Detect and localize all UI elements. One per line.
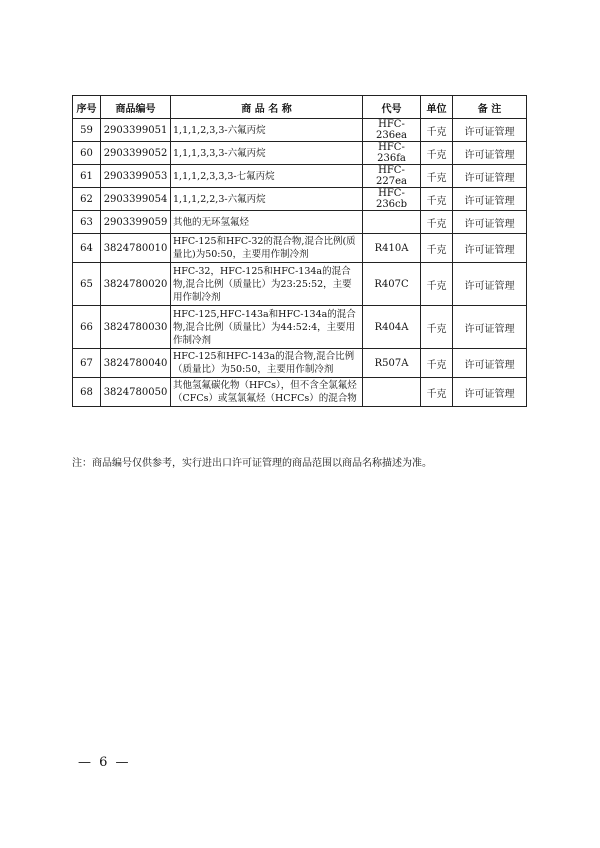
cell-unit: 千克 xyxy=(421,119,453,142)
table-row xyxy=(73,119,527,142)
header-seq: 序号 xyxy=(73,96,101,119)
cell-name: 1,1,1,2,3,3-六氟丙烷 xyxy=(171,119,363,142)
cell-name: 其他氢氟碳化物（HFCs），但不含全氯氟烃（CFCs）或氢氯氟烃（HCFCs）的混合物 xyxy=(171,378,363,407)
table-row xyxy=(73,378,527,407)
cell-alias xyxy=(363,378,421,407)
cell-unit: 千克 xyxy=(421,188,453,211)
cell-alias xyxy=(363,211,421,234)
cell-alias: R410A xyxy=(363,234,421,263)
cell-code: 2903399059 xyxy=(101,211,171,234)
header-alias: 代号 xyxy=(363,96,421,119)
cell-remark: 许可证管理 xyxy=(453,188,527,211)
cell-alias: R507A xyxy=(363,349,421,378)
cell-seq: 59 xyxy=(73,119,101,142)
table-header-row xyxy=(73,96,527,119)
cell-unit: 千克 xyxy=(421,378,453,407)
cell-name: HFC-32，HFC-125和HFC-134a的混合物,混合比例（质量比）为23:25:52，主要用作制冷剂 xyxy=(171,263,363,306)
cell-code: 2903399051 xyxy=(101,119,171,142)
header-remark: 备 注 xyxy=(453,96,527,119)
cell-seq: 66 xyxy=(73,306,101,349)
table-row xyxy=(73,234,527,263)
cell-name: HFC-125,HFC-143a和HFC-134a的混合物,混合比例（质量比）为44:52:4，主要用作制冷剂 xyxy=(171,306,363,349)
cell-unit: 千克 xyxy=(421,263,453,306)
cell-code: 2903399053 xyxy=(101,165,171,188)
header-name: 商 品 名 称 xyxy=(171,96,363,119)
cell-code: 3824780030 xyxy=(101,306,171,349)
cell-unit: 千克 xyxy=(421,165,453,188)
cell-seq: 68 xyxy=(73,378,101,407)
cell-seq: 65 xyxy=(73,263,101,306)
cell-alias: HFC-236cb xyxy=(363,188,421,211)
cell-code: 3824780020 xyxy=(101,263,171,306)
cell-unit: 千克 xyxy=(421,349,453,378)
cell-alias: HFC-227ea xyxy=(363,165,421,188)
cell-remark: 许可证管理 xyxy=(453,263,527,306)
cell-seq: 60 xyxy=(73,142,101,165)
cell-seq: 61 xyxy=(73,165,101,188)
cell-unit: 千克 xyxy=(421,306,453,349)
cell-remark: 许可证管理 xyxy=(453,378,527,407)
cell-alias: R404A xyxy=(363,306,421,349)
cell-remark: 许可证管理 xyxy=(453,234,527,263)
cell-remark: 许可证管理 xyxy=(453,306,527,349)
cell-name: 其他的无环氢氟烃 xyxy=(171,211,363,234)
cell-code: 3824780050 xyxy=(101,378,171,407)
cell-code: 2903399054 xyxy=(101,188,171,211)
cell-alias: R407C xyxy=(363,263,421,306)
table-row xyxy=(73,263,527,306)
table-row xyxy=(73,349,527,378)
cell-code: 2903399052 xyxy=(101,142,171,165)
table-row xyxy=(73,142,527,165)
cell-name: 1,1,1,2,3,3,3-七氟丙烷 xyxy=(171,165,363,188)
table-row xyxy=(73,165,527,188)
cell-seq: 63 xyxy=(73,211,101,234)
cell-seq: 64 xyxy=(73,234,101,263)
cell-remark: 许可证管理 xyxy=(453,142,527,165)
table-footnote: 注：商品编号仅供参考，实行进出口许可证管理的商品范围以商品名称描述为准。 xyxy=(72,458,432,469)
cell-name: HFC-125和HFC-32的混合物,混合比例(质量比)为50:50，主要用作制冷剂 xyxy=(171,234,363,263)
cell-unit: 千克 xyxy=(421,211,453,234)
cell-unit: 千克 xyxy=(421,234,453,263)
cell-remark: 许可证管理 xyxy=(453,211,527,234)
table-row xyxy=(73,306,527,349)
cell-unit: 千克 xyxy=(421,142,453,165)
page-number: — 6 — xyxy=(78,755,131,770)
cell-remark: 许可证管理 xyxy=(453,119,527,142)
cell-alias: HFC-236fa xyxy=(363,142,421,165)
table-row xyxy=(73,188,527,211)
cell-name: HFC-125和HFC-143a的混合物,混合比例（质量比）为50:50，主要用作制冷剂 xyxy=(171,349,363,378)
cell-seq: 62 xyxy=(73,188,101,211)
goods-table xyxy=(72,95,527,407)
cell-alias: HFC-236ea xyxy=(363,119,421,142)
table-row xyxy=(73,211,527,234)
cell-code: 3824780010 xyxy=(101,234,171,263)
cell-name: 1,1,1,2,2,3-六氟丙烷 xyxy=(171,188,363,211)
cell-remark: 许可证管理 xyxy=(453,165,527,188)
header-code: 商品编号 xyxy=(101,96,171,119)
cell-code: 3824780040 xyxy=(101,349,171,378)
cell-name: 1,1,1,3,3,3-六氟丙烷 xyxy=(171,142,363,165)
header-unit: 单位 xyxy=(421,96,453,119)
cell-remark: 许可证管理 xyxy=(453,349,527,378)
cell-seq: 67 xyxy=(73,349,101,378)
